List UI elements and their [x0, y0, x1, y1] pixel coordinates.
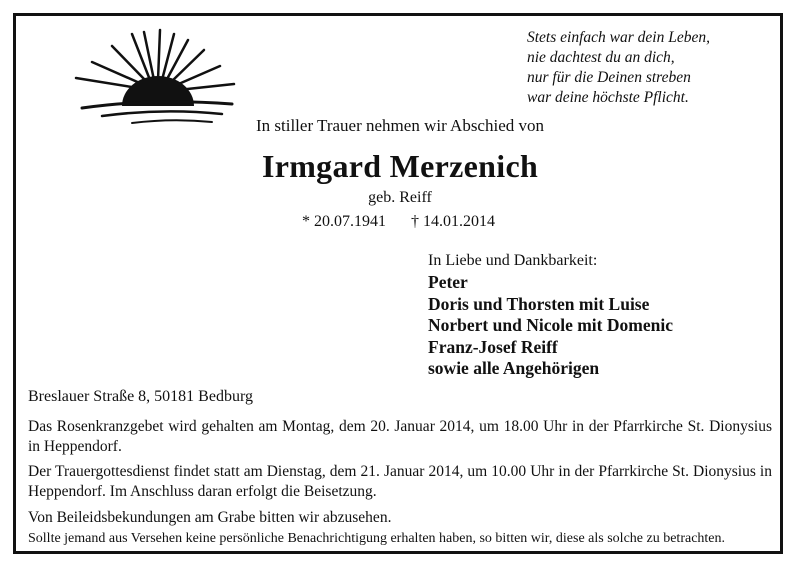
- deceased-name: Irmgard Merzenich: [261, 148, 539, 184]
- poem: [527, 28, 710, 108]
- sunrise-icon: [62, 28, 242, 128]
- maiden-name: geb. Reiff: [368, 189, 432, 206]
- mourner: Doris und Thorsten mit Luise: [428, 293, 650, 314]
- poem-line: nur für die Deinen streben: [527, 69, 691, 86]
- death-date: † 14.01.2014: [411, 213, 495, 230]
- address: Breslauer Straße 8, 50181 Bedburg: [28, 388, 253, 405]
- mourners-list: [428, 272, 673, 380]
- mourner: sowie alle Angehörigen: [428, 358, 600, 378]
- thanks-line: In Liebe und Dankbarkeit:: [428, 252, 598, 269]
- poem-line: Stets einfach war dein Leben,: [527, 29, 710, 46]
- mourner: Norbert und Nicole mit Domenic: [428, 315, 673, 335]
- birth-date: * 20.07.1941: [302, 213, 386, 230]
- poem-line: nie dachtest du an dich,: [527, 49, 675, 66]
- intro-line: In stiller Trauer nehmen wir Abschied von: [255, 116, 544, 135]
- notice-paragraph: Sollte jemand aus Versehen keine persönliche Benachrichtigung erhalten haben, so bitten wir, diese als solche zu betrachten.: [28, 531, 726, 546]
- condolences-paragraph: Von Beileidsbekundungen am Grabe bitten wir abzusehen.: [28, 509, 392, 526]
- mourner: Franz-Josef Reiff: [428, 336, 558, 357]
- service-paragraph: Der Trauergottesdienst findet statt am Dienstag, dem 21. Januar 2014, um 10.00 Uhr in der Pfarrkirche St. Dionysius in Heppendorf. Im Anschluss daran erfolgt die Beisetzung.: [28, 463, 772, 500]
- mourner: Peter: [428, 272, 468, 292]
- poem-line: war deine höchste Pflicht.: [527, 89, 689, 106]
- rosary-paragraph: Das Rosenkranzgebet wird gehalten am Montag, dem 20. Januar 2014, um 18.00 Uhr in der Pfarrkirche St. Dionysius in Heppendorf.: [28, 418, 772, 455]
